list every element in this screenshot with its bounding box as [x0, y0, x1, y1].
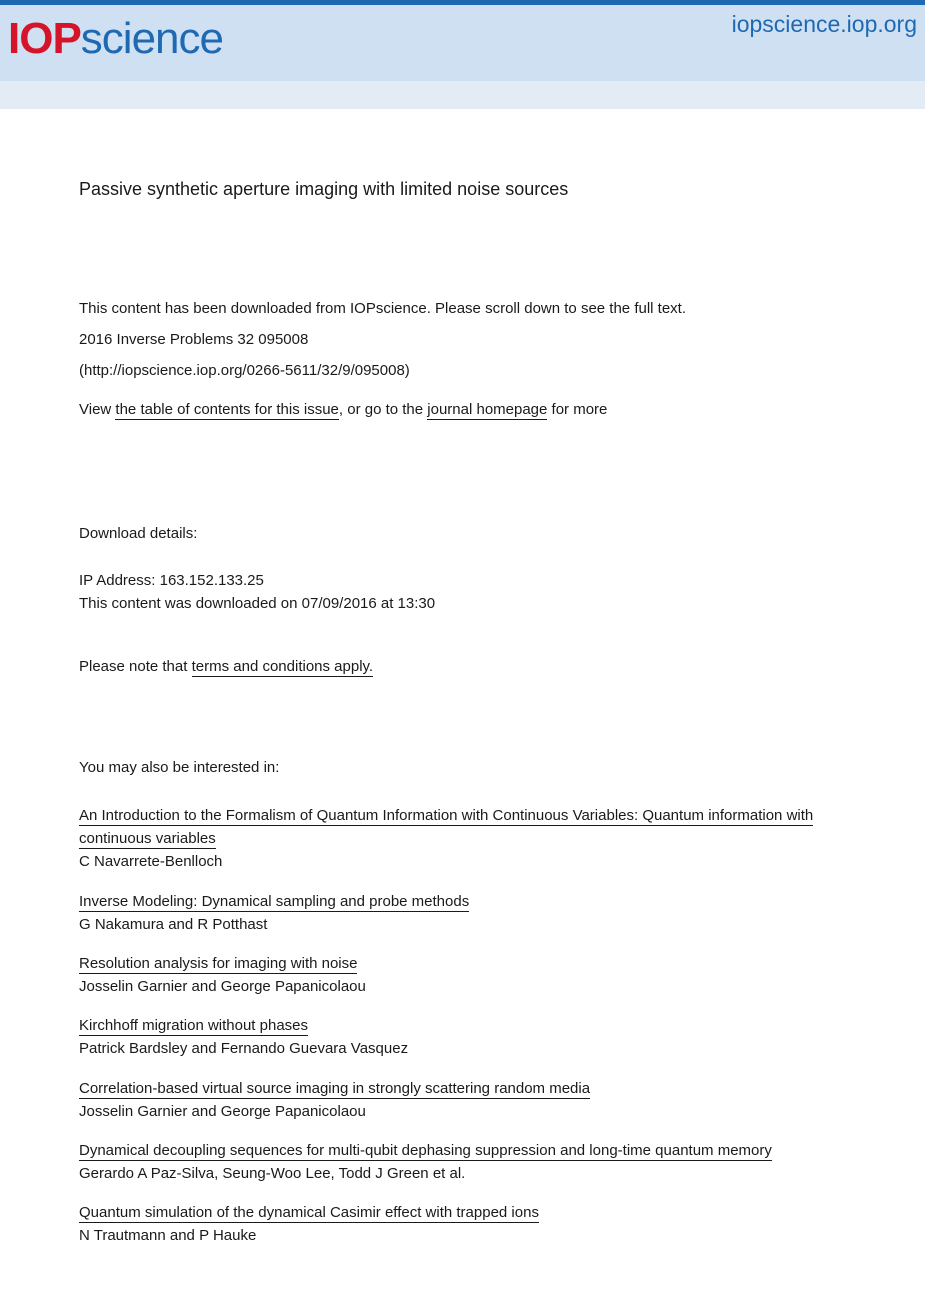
related-article-title[interactable]: Resolution analysis for imaging with noise: [79, 955, 358, 972]
related-article-title[interactable]: Inverse Modeling: Dynamical sampling and probe methods: [79, 893, 470, 910]
header-subbar: [0, 81, 925, 109]
view-middle: , or go to the: [338, 401, 428, 418]
header-banner: [0, 5, 925, 81]
download-notice: This content has been downloaded from IOPscience. Please scroll down to see the full text.: [79, 300, 687, 317]
related-article: [79, 1014, 839, 1060]
also-interested-label: You may also be interested in:: [79, 759, 280, 776]
related-article: [79, 952, 839, 998]
related-article-authors: C Navarrete-Benlloch: [79, 853, 223, 870]
related-article-authors: Josselin Garnier and George Papanicolaou: [79, 1103, 366, 1120]
related-article-title[interactable]: Correlation-based virtual source imaging in strongly scattering random media: [79, 1080, 591, 1097]
related-article: [79, 890, 839, 936]
download-details-label: Download details:: [79, 525, 198, 542]
related-article-title[interactable]: An Introduction to the Formalism of Quantum Information with Continuous Variables: Quantum information with continuous variables: [79, 807, 814, 847]
related-article: [79, 804, 839, 873]
related-article-authors: Patrick Bardsley and Fernando Guevara Vasquez: [79, 1040, 409, 1057]
document-title: Passive synthetic aperture imaging with limited noise sources: [79, 179, 569, 199]
related-article-authors: Gerardo A Paz-Silva, Seung-Woo Lee, Todd J Green et al.: [79, 1165, 466, 1182]
logo-iop: IOP: [8, 14, 81, 63]
related-article: [79, 1077, 839, 1123]
ip-address: IP Address: 163.152.133.25: [79, 572, 264, 589]
site-link[interactable]: iopscience.iop.org: [731, 11, 917, 37]
related-article-authors: N Trautmann and P Hauke: [79, 1227, 257, 1244]
view-prefix: View: [79, 401, 116, 418]
iopscience-logo[interactable]: [8, 13, 223, 65]
downloaded-on: This content was downloaded on 07/09/2016 at 13:30: [79, 595, 436, 612]
toc-link[interactable]: the table of contents for this issue: [115, 401, 339, 418]
related-article-authors: Josselin Garnier and George Papanicolaou: [79, 978, 366, 995]
related-article: [79, 1201, 839, 1247]
note-prefix: Please note that: [79, 658, 192, 675]
article-url: (http://iopscience.iop.org/0266-5611/32/9/095008): [79, 362, 410, 379]
terms-link[interactable]: terms and conditions apply.: [191, 658, 374, 675]
related-article-title[interactable]: Quantum simulation of the dynamical Casimir effect with trapped ions: [79, 1204, 539, 1221]
terms-note: [79, 658, 373, 675]
related-article-authors: G Nakamura and R Potthast: [79, 916, 268, 933]
view-suffix: for more: [547, 401, 608, 418]
citation: 2016 Inverse Problems 32 095008: [79, 331, 309, 348]
journal-homepage-link[interactable]: journal homepage: [427, 401, 548, 418]
related-article: [79, 1139, 839, 1185]
related-article-title[interactable]: Dynamical decoupling sequences for multi-qubit dephasing suppression and long-time quantum memory: [79, 1142, 772, 1159]
logo-science: science: [80, 14, 223, 63]
view-more-line: [79, 401, 607, 418]
related-article-title[interactable]: Kirchhoff migration without phases: [79, 1017, 309, 1034]
